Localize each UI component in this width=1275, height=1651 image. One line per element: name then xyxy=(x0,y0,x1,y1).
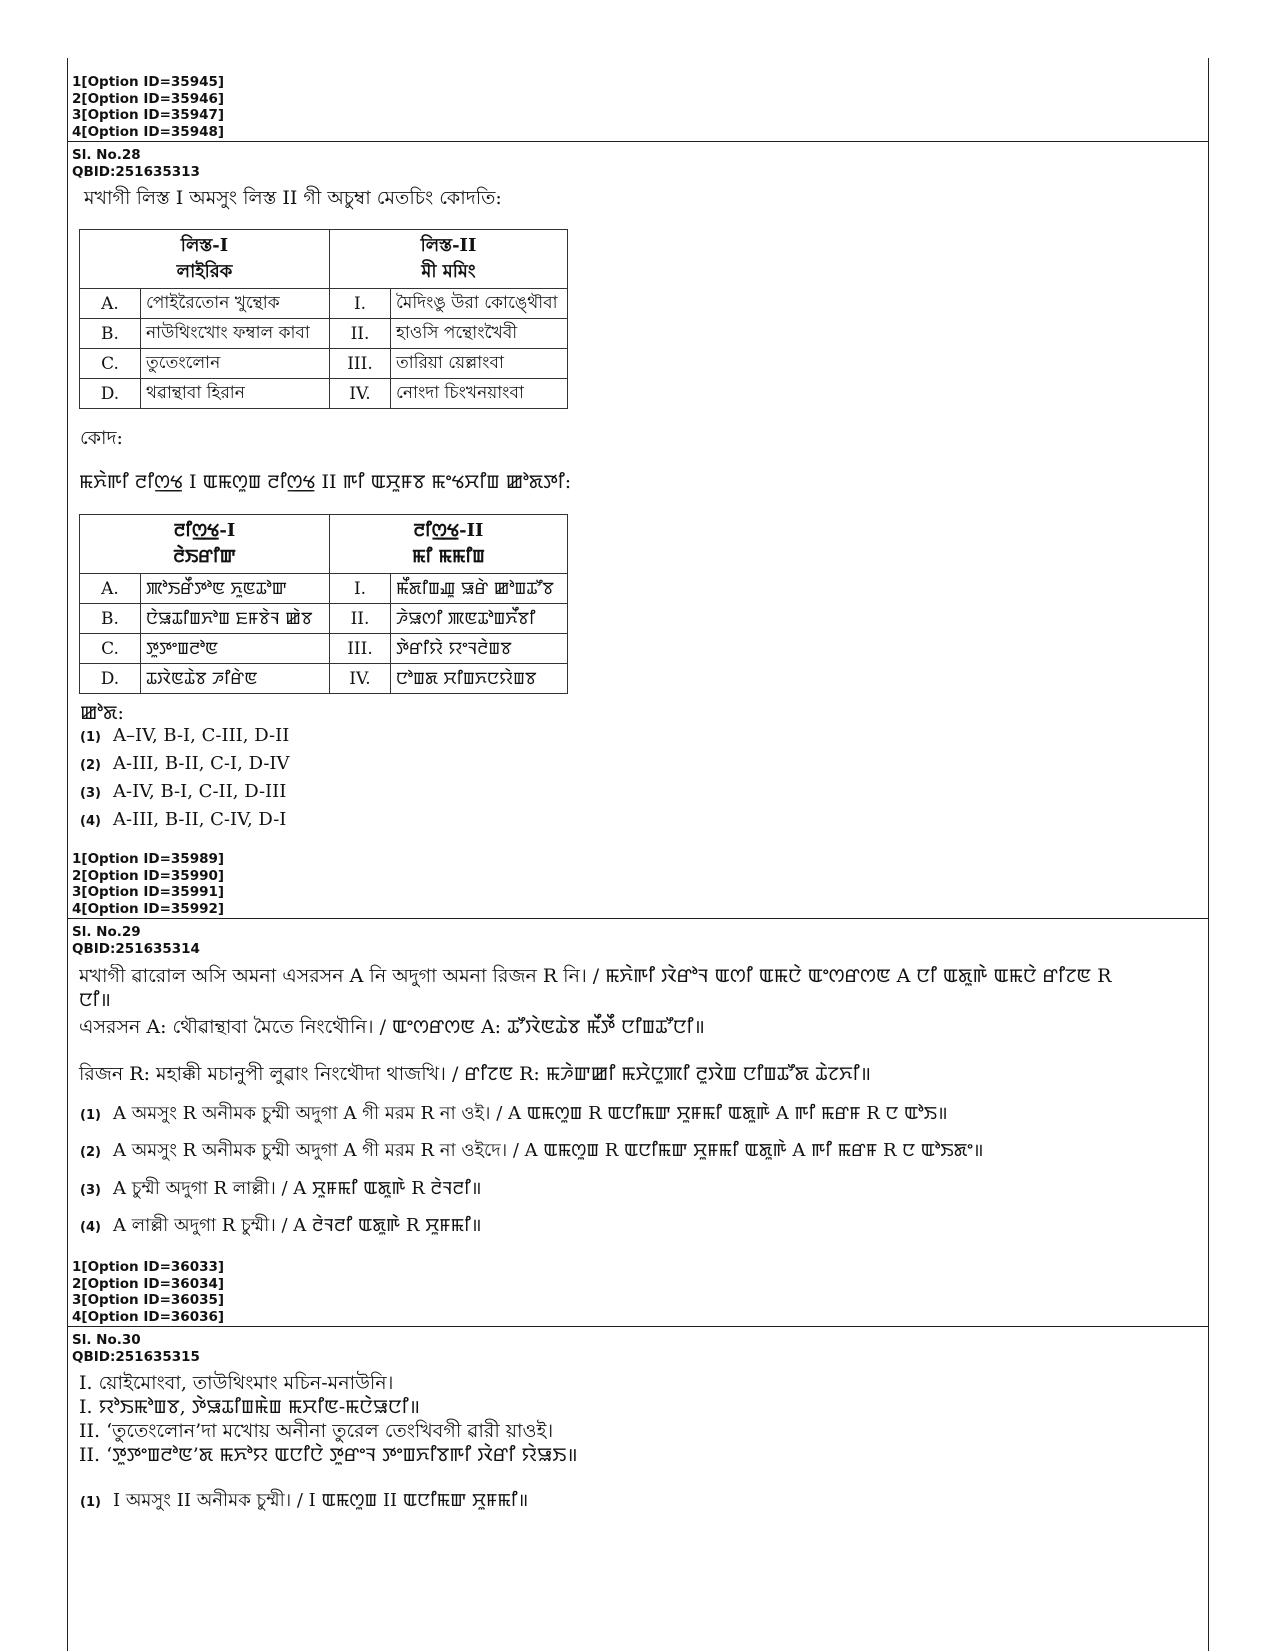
option-id: 1[Option ID=36033] xyxy=(72,1259,225,1275)
question-header xyxy=(72,1332,200,1365)
option-id-list xyxy=(72,851,224,917)
answer-option[interactable]: (1) A অমসুং R অনীমক চুম্মী অদুগা A গী মরম R না ওই। / A ꯑꯃꯁꯨꯡ R ꯑꯅꯤꯃꯛ ꯆꯨꯝꯃꯤ ꯑꯗꯨꯒꯥ A ꯒꯤ ꯃꯔꯝ R ꯅ ꯑꯣꯏ॥ xyxy=(80,1103,948,1124)
table-row: B. নাউথিংখোং ফম্বাল কাবা II. হাওসি পন্থোংখৈবী xyxy=(80,319,568,349)
statement-list xyxy=(79,1371,578,1467)
serial-number: Sl. No.28 xyxy=(72,147,141,163)
reason: রিজন R: মহাক্কী মচানুপী লুৱাং নিংথৌদা থাজখি। / ꯔꯤꯖꯟ R: ꯃꯍꯥꯛꯀꯤ ꯃꯆꯥꯅꯨꯄꯤ ꯂꯨꯋꯥꯡ ꯅꯤꯡꯊꯧꯗ ꯊꯥꯖꯈꯤ॥ xyxy=(79,1063,872,1085)
statement: II. ‘ꯇꯨꯇꯦꯡꯂꯣꯟ’ꯗ ꯃꯈꯣꯌ ꯑꯅꯤꯅꯥ ꯇꯨꯔꯦꯜ ꯇꯦꯡꯈꯤꯕꯒꯤ ꯋꯥꯔꯤ ꯌꯥꯎꯏ॥ xyxy=(79,1444,578,1466)
table-row: B. ꯅꯥꯎꯊꯤꯡꯈꯣꯡ ꯐꯝꯕꯥꯜ ꯀꯥꯕ II. ꯍꯥꯎꯁꯤ ꯄꯟꯊꯣꯡꯈꯩꯕꯤ xyxy=(80,604,568,634)
question-header xyxy=(72,924,200,957)
list-2-header: লিস্ত-II মী মমিং xyxy=(330,230,568,289)
qbid: QBID:251635315 xyxy=(72,1348,200,1365)
option-id: 1[Option ID=35989] xyxy=(72,851,225,867)
question-prompt: মখাগী লিস্ত I অমসুং লিস্ত II গী অচুম্বা মেতচিং কোদতি: xyxy=(84,187,502,209)
option-id: 1[Option ID=35945] xyxy=(72,74,225,90)
divider xyxy=(67,1326,1209,1327)
answer-option[interactable]: (4) A লাল্লী অদুগা R চুম্মী। / A ꯂꯥꯜꯂꯤ ꯑꯗꯨꯒꯥ R ꯆꯨꯝꯃꯤ॥ xyxy=(80,1215,482,1236)
list-1-header: লিস্ত-I লাইরিক xyxy=(80,230,330,289)
question-statement-cont: ꯅꯤ॥ xyxy=(79,989,111,1011)
code-label: কোদ: xyxy=(80,427,123,449)
option-id: 4[Option ID=35992] xyxy=(72,900,225,917)
qbid: QBID:251635314 xyxy=(72,940,200,957)
table-row: A. পোইরৈতোন খুন্থোক I. মৈদিংঙু উরা কোঙ্থৌবা xyxy=(80,289,568,319)
table-row: A. ꯄꯣꯏꯔꯩꯇꯣꯟ ꯈꯨꯟꯊꯣꯛ I. ꯃꯩꯗꯤꯡꯉꯨ ꯎꯔꯥ ꯀꯣꯡꯊꯧꯕ xyxy=(80,574,568,604)
qbid: QBID:251635313 xyxy=(72,163,200,180)
option-id-list xyxy=(72,74,224,140)
option-id: 4[Option ID=35948] xyxy=(72,123,225,140)
list-2-header: ꯂꯤꯁ꯭ꯠ-II ꯃꯤ ꯃꯃꯤꯡ xyxy=(330,515,568,574)
answer-option[interactable]: (1) I অমসুং II অনীমক চুম্মী। / I ꯑꯃꯁꯨꯡ II ꯑꯅꯤꯃꯛ ꯆꯨꯝꯃꯤ॥ xyxy=(80,1490,529,1511)
answer-option[interactable]: (2) A অমসুং R অনীমক চুম্মী অদুগা A গী মরম R না ওইদে। / A ꯑꯃꯁꯨꯡ R ꯑꯅꯤꯃꯛ ꯆꯨꯝꯃꯤ ꯑꯗꯨꯒꯥ A ꯒꯤ ꯃꯔꯝ R ꯅ ꯑꯣꯏꯗꯦ॥ xyxy=(80,1140,984,1161)
table-row: D. থৱান্থাবা হিরান IV. নোংদা চিংখনয়াংবা xyxy=(80,379,568,409)
assertion: এসরসন A: থৌৱান্থাবা মৈতে নিংথৌনি। / ꯑꯦꯁꯔꯁꯟ A: ꯊꯧꯋꯥꯟꯊꯥꯕ ꯃꯩꯇꯩ ꯅꯤꯡꯊꯧꯅꯤ॥ xyxy=(79,1016,705,1038)
answer-option[interactable]: (3) A চুম্মী অদুগা R লাল্লী। / A ꯆꯨꯝꯃꯤ ꯑꯗꯨꯒꯥ R ꯂꯥꯜꯂꯤ॥ xyxy=(80,1178,482,1199)
match-table-bengali xyxy=(79,229,568,409)
table-row: C. তুতেংলোন III. তারিয়া য়েল্লাংবা xyxy=(80,349,568,379)
match-table-meitei xyxy=(79,514,568,694)
answer-option[interactable]: (4) A-III, B-II, C-IV, D-I xyxy=(80,809,287,830)
divider xyxy=(67,918,1209,919)
question-statement: মখাগী ৱারোল অসি অমনা এসরসন A নি অদুগা অমনা রিজন R নি। / ꯃꯈꯥꯒꯤ ꯋꯥꯔꯣꯜ ꯑꯁꯤ ꯑꯃꯅꯥ ꯑꯦꯁꯔꯁꯟ A ꯅꯤ ꯑꯗꯨꯒꯥ ꯑꯃꯅꯥ ꯔꯤꯖꯟ R xyxy=(79,965,1112,987)
divider xyxy=(67,141,1209,142)
option-id: 4[Option ID=36036] xyxy=(72,1308,225,1325)
question-prompt-meitei: ꯃꯈꯥꯒꯤ ꯂꯤꯁ꯭ꯠ I ꯑꯃꯁꯨꯡ ꯂꯤꯁ꯭ꯠ II ꯒꯤ ꯑꯆꯨꯝꯕ ꯃꯦꯠꯆꯤꯡ ꯀꯣꯗꯇꯤ: xyxy=(79,471,572,493)
option-id: 3[Option ID=36035] xyxy=(72,1292,225,1308)
statement: I. য়োইমোংবা, তাউথিংমাং মচিন-মনাউনি। xyxy=(79,1372,394,1394)
answer-option[interactable]: (1) A–IV, B-I, C-III, D-II xyxy=(80,725,290,746)
statement: I. ꯌꯣꯏꯃꯣꯡꯕ, ꯇꯥꯎꯊꯤꯡꯃꯥꯡ ꯃꯆꯤꯟ-ꯃꯅꯥꯎꯅꯤ॥ xyxy=(79,1396,420,1418)
answer-option[interactable]: (3) A-IV, B-I, C-II, D-III xyxy=(80,781,287,802)
option-id: 2[Option ID=35946] xyxy=(72,90,225,107)
question-header xyxy=(72,147,200,180)
option-id-list xyxy=(72,1259,224,1325)
answer-option[interactable]: (2) A-III, B-II, C-I, D-IV xyxy=(80,753,290,774)
code-label-meitei: ꯀꯣꯗ: xyxy=(80,702,124,724)
option-id: 2[Option ID=35990] xyxy=(72,867,225,884)
option-id: 2[Option ID=36034] xyxy=(72,1275,225,1292)
option-id: 3[Option ID=35991] xyxy=(72,884,225,900)
table-row: D. ꯊꯋꯥꯟꯊꯥꯕ ꯍꯤꯔꯥꯟ IV. ꯅꯣꯡꯗ ꯆꯤꯡꯈꯅꯌꯥꯡꯕ xyxy=(80,664,568,694)
option-id: 3[Option ID=35947] xyxy=(72,107,225,123)
serial-number: Sl. No.30 xyxy=(72,1332,141,1348)
serial-number: Sl. No.29 xyxy=(72,924,141,940)
list-1-header: ꯂꯤꯁ꯭ꯠ-I ꯂꯥꯏꯔꯤꯛ xyxy=(80,515,330,574)
table-row: C. ꯇꯨꯇꯦꯡꯂꯣꯟ III. ꯇꯥꯔꯤꯌꯥ ꯌꯦꯜꯂꯥꯡꯕ xyxy=(80,634,568,664)
statement: II. ‘তুতেংলোন’দা মখোয় অনীনা তুরেল তেংখিবগী ৱারী য়াওই। xyxy=(79,1420,554,1442)
